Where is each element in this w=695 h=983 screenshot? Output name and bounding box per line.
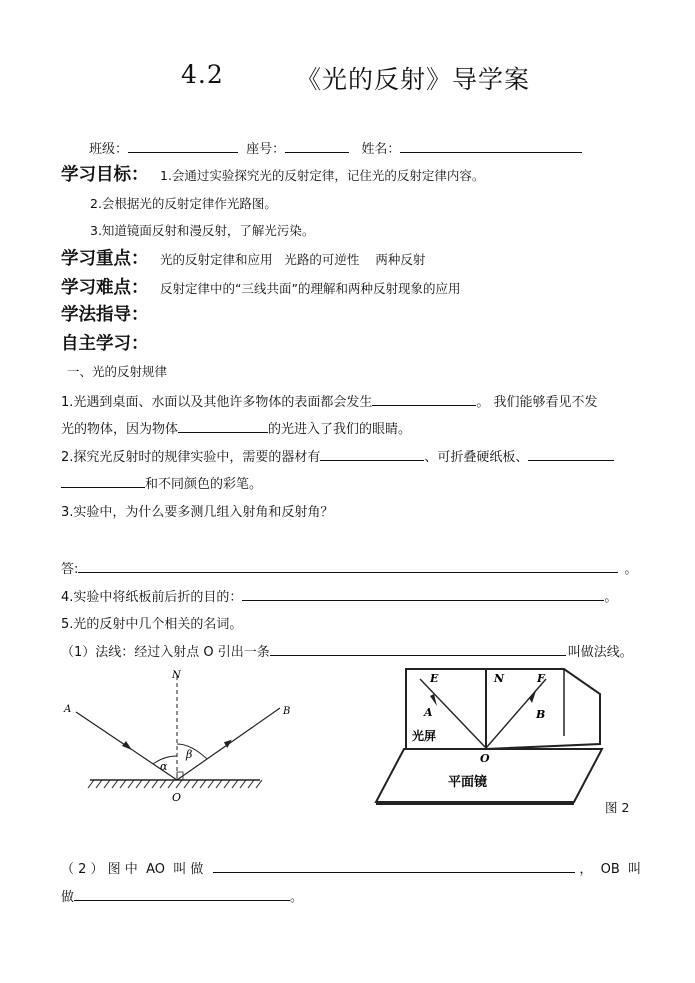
- difficulties-heading: 学习难点：: [61, 278, 149, 298]
- label-e: E: [430, 672, 439, 685]
- mirror-edge: [376, 802, 574, 805]
- label-o2: O: [480, 752, 490, 765]
- label-a2: A: [424, 706, 433, 719]
- name-blank[interactable]: [400, 139, 582, 153]
- part-2-line-1: （ 2 ） 图 中 AO 叫 做 ， OB 叫: [61, 858, 641, 877]
- q2-blank-1[interactable]: [320, 447, 424, 461]
- class-blank[interactable]: [128, 139, 238, 153]
- figure-2-caption: 图 2: [605, 800, 630, 815]
- label-beta: β: [186, 748, 193, 761]
- q1-blank-1[interactable]: [372, 392, 476, 406]
- label-n2: N: [494, 672, 505, 685]
- label-alpha: α: [160, 760, 168, 773]
- class-field: [89, 138, 582, 157]
- question-1-line-1: 1.光遇到桌面、水面以及其他许多物体的表面都会发生 。 我们能够看见不发: [61, 391, 598, 410]
- question-2-line-2: 和不同颜色的彩笔。: [61, 473, 262, 492]
- label-b2: B: [536, 708, 546, 721]
- self-study-heading: 自主学习：: [61, 334, 149, 354]
- q2-blank-2[interactable]: [528, 447, 614, 461]
- objective-2: 2.会根据光的反射定律作光路图。: [90, 196, 277, 211]
- label-o: O: [172, 791, 182, 804]
- question-3: 3.实验中，为什么要多测几组入射角和反射角？: [61, 505, 334, 520]
- question-1-line-2: 光的物体，因为物体 的光进入了我们的眼睛。: [61, 418, 411, 437]
- label-screen: 光屏: [412, 729, 437, 743]
- mirror-hatching: [88, 780, 262, 788]
- objective-1: 1.会通过实验探究光的反射定律，记住光的反射定律内容。: [160, 168, 485, 183]
- difficulties-text: 反射定律中的“三线共面”的理解和两种反射现象的应用: [160, 281, 461, 296]
- experiment-diagram: [374, 664, 604, 812]
- p1-blank[interactable]: [270, 642, 566, 656]
- label-n: N: [172, 670, 181, 681]
- part-1-normal: （1）法线：经过入射点 O 引出一条 叫做法线。: [61, 641, 633, 660]
- page-title: 《光的反射》导学案: [296, 65, 531, 94]
- q2-blank-3[interactable]: [61, 474, 145, 488]
- q4-blank[interactable]: [242, 587, 604, 601]
- seat-label: 座号：: [246, 142, 286, 157]
- section-1-title: 一、光的反射规律: [67, 364, 168, 379]
- answer-blank[interactable]: [78, 559, 618, 573]
- seat-blank[interactable]: [285, 139, 349, 153]
- method-heading: 学法指导：: [61, 305, 149, 325]
- p2-blank-1[interactable]: [213, 859, 575, 873]
- class-label: 班级：: [89, 142, 129, 157]
- reflection-diagram: [60, 668, 310, 810]
- part-2-line-2: 做 。: [61, 886, 303, 905]
- label-f: F: [537, 672, 545, 685]
- name-label: 姓名：: [361, 142, 401, 157]
- answer-line: 答: 。: [61, 558, 637, 577]
- label-a: A: [64, 704, 72, 715]
- label-b: B: [283, 706, 291, 717]
- q1-blank-2[interactable]: [178, 419, 268, 433]
- p2-blank-2[interactable]: [74, 887, 290, 901]
- question-2-line-1: 2.探究光反射时的规律实验中，需要的器材有 、可折叠硬纸板、: [61, 446, 614, 465]
- question-5: 5.光的反射中几个相关的名词。: [61, 617, 243, 632]
- objective-3: 3.知道镜面反射和漫反射，了解光污染。: [90, 223, 315, 238]
- key-points-heading: 学习重点：: [61, 249, 149, 269]
- incident-arrow: [122, 741, 132, 750]
- page-number: 4.2: [181, 60, 224, 89]
- question-4: 4.实验中将纸板前后折的目的： 。: [61, 586, 617, 605]
- key-points-text: 光的反射定律和应用 光路的可逆性 两种反射: [160, 252, 426, 267]
- label-mirror: 平面镜: [448, 775, 488, 790]
- objectives-heading: 学习目标：: [61, 165, 149, 185]
